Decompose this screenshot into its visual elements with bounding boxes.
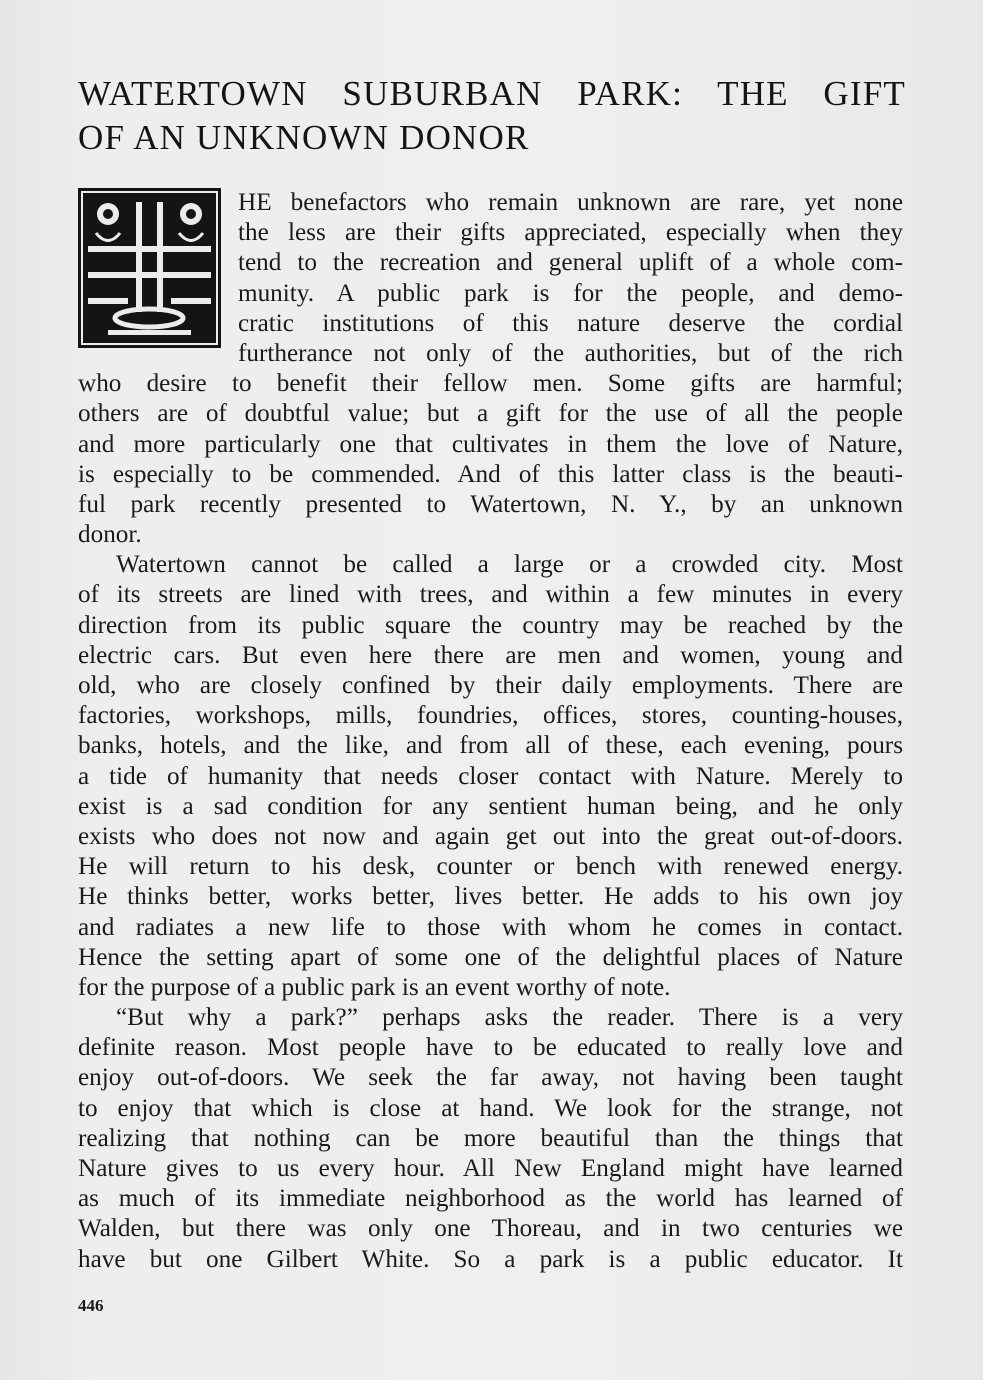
text-line: is especially to be commended. And of this latter class is the beauti- bbox=[78, 460, 903, 488]
article-title bbox=[78, 72, 906, 160]
text-line: and more particularly one that cultivates in them the love of Nature, bbox=[78, 430, 903, 458]
text-line: factories, workshops, mills, foundries, offices, stores, counting-houses, bbox=[78, 702, 903, 730]
text-line: direction from its public square the country may be reached by the bbox=[78, 611, 903, 639]
text-line: banks, hotels, and the like, and from all of these, each evening, pours bbox=[78, 732, 903, 760]
text-line: to enjoy that which is close at hand. We look for the strange, not bbox=[78, 1094, 903, 1122]
text-line: electric cars. But even here there are men and women, young and bbox=[78, 641, 903, 669]
text-line: furtherance not only of the authorities, but of the rich bbox=[238, 339, 903, 367]
text-line: definite reason. Most people have to be educated to really love and bbox=[78, 1034, 903, 1062]
text-line: ful park recently presented to Watertown, N. Y., by an unknown bbox=[78, 490, 903, 518]
text-line: for the purpose of a public park is an event worthy of note. bbox=[78, 973, 671, 1001]
text-line: a tide of humanity that needs closer contact with Nature. Merely to bbox=[78, 762, 903, 790]
text-line: “But why a park?” perhaps asks the reader. There is a very bbox=[116, 1004, 903, 1032]
text-line: He thinks better, works better, lives better. He adds to his own joy bbox=[78, 883, 903, 911]
text-line: and radiates a new life to those with whom he comes in contact. bbox=[78, 913, 903, 941]
text-line: Hence the setting apart of some one of the delightful places of Nature bbox=[78, 943, 903, 971]
text-line: have but one Gilbert White. So a park is a public educator. It bbox=[78, 1245, 903, 1273]
text-line: others are of doubtful value; but a gift for the use of all the people bbox=[78, 400, 903, 428]
text-line: who desire to benefit their fellow men. Some gifts are harmful; bbox=[78, 370, 903, 398]
text-line: old, who are closely confined by their daily employments. There are bbox=[78, 672, 903, 699]
title-line-1: WATERTOWN SUBURBAN PARK: THE GIFT bbox=[78, 74, 906, 113]
text-line: He will return to his desk, counter or bench with renewed energy. bbox=[78, 853, 903, 881]
article-body bbox=[78, 188, 903, 1275]
text-line: Nature gives to us every hour. All New England might have learned bbox=[78, 1155, 903, 1182]
text-line: as much of its immediate neighborhood as the world has learned of bbox=[78, 1185, 903, 1213]
text-line: exists who does not now and again get out into the great out-of-doors. bbox=[78, 822, 903, 850]
text-line: exist is a sad condition for any sentient human being, and he only bbox=[78, 792, 903, 820]
text-line: Watertown cannot be called a large or a crowded city. Most bbox=[116, 551, 903, 579]
text-line: munity. A public park is for the people, and demo- bbox=[238, 279, 903, 307]
text-line: realizing that nothing can be more beautiful than the things that bbox=[78, 1124, 903, 1152]
text-line: donor. bbox=[78, 521, 142, 549]
page-number: 446 bbox=[78, 1296, 104, 1315]
title-line-2: OF AN UNKNOWN DONOR bbox=[78, 118, 530, 157]
text-line: the less are their gifts appreciated, especially when they bbox=[238, 219, 903, 247]
text-line: Walden, but there was only one Thoreau, and in two centuries we bbox=[78, 1215, 903, 1243]
text-line: tend to the recreation and general uplift of a whole com- bbox=[238, 249, 903, 277]
text-line: enjoy out-of-doors. We seek the far away, not having been taught bbox=[78, 1064, 903, 1092]
text-line: of its streets are lined with trees, and within a few minutes in every bbox=[78, 581, 903, 609]
text-line: cratic institutions of this nature deserve the cordial bbox=[238, 309, 903, 337]
text-line: HE benefactors who remain unknown are rare, yet none bbox=[238, 189, 903, 216]
